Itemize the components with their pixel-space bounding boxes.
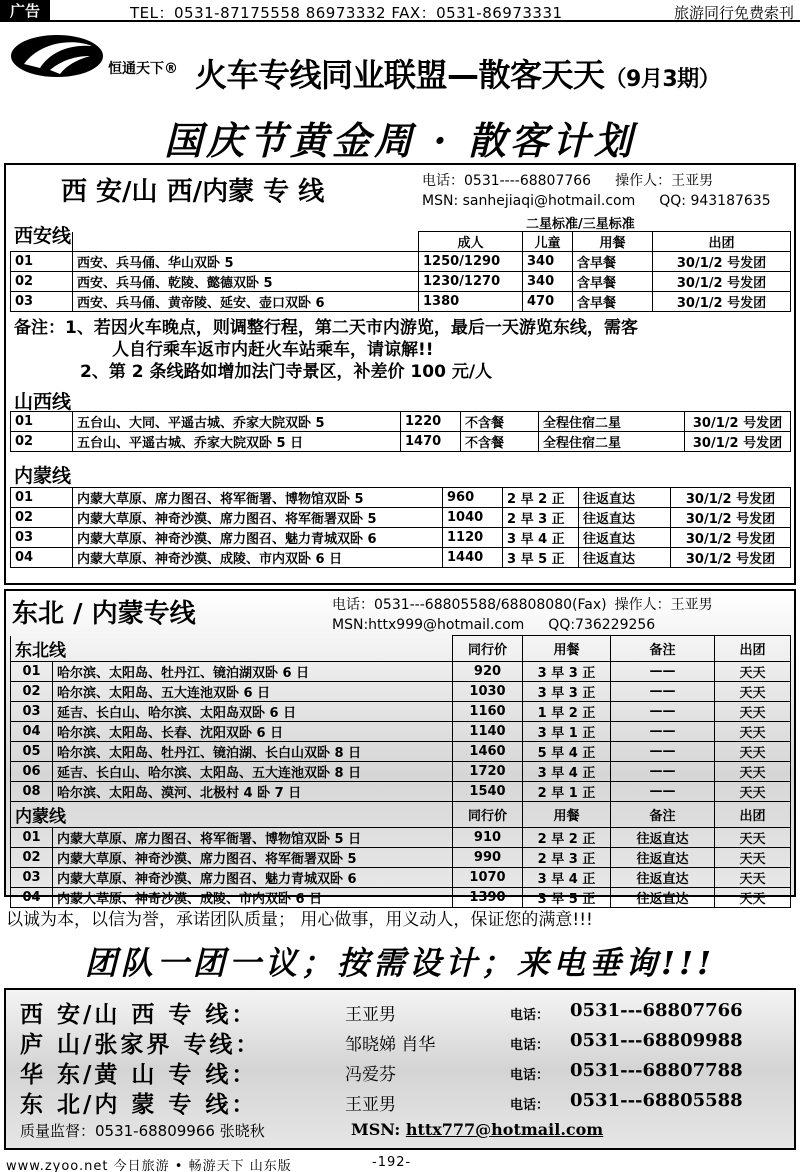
dongbei-qq: QQ:736229256: [548, 617, 656, 633]
row-route: 五台山、平遥古城、乔家大院双卧 5 日: [73, 432, 401, 452]
row-route: 内蒙大草原、神奇沙漠、席力图召、魅力青城双卧 6: [53, 867, 453, 887]
row-depart: 天天: [715, 887, 791, 907]
row-route: 延吉、长白山、哈尔滨、太阳岛、五大连池双卧 8 日: [53, 761, 453, 781]
row-price: 1460: [453, 741, 523, 761]
row-meal: 3 早 3 正: [523, 681, 611, 701]
row-transport: 往返直达: [579, 508, 671, 528]
dongbei-tel: 电话：0531---68805588/68808080(Fax): [332, 597, 607, 613]
row-transport: 往返直达: [579, 488, 671, 508]
promo-banner: 国庆节黄金周 · 散客计划: [164, 118, 636, 163]
row-depart: 30/1/2 号发团: [671, 508, 791, 528]
row-depart: 30/1/2 号发团: [671, 488, 791, 508]
row-note: 往返直达: [611, 887, 715, 907]
neimeng-table: [10, 487, 791, 568]
row-depart: 30/1/2 号发团: [653, 252, 791, 272]
row-no: 02: [11, 681, 53, 701]
row-depart: 30/1/2 号发团: [671, 528, 791, 548]
page-number: -192-: [372, 1155, 412, 1170]
row-child: 340: [523, 252, 573, 272]
row-price: 1140: [453, 721, 523, 741]
header: [0, 24, 800, 94]
row-no: 02: [11, 272, 73, 292]
row-no: 02: [11, 847, 53, 867]
row-depart: 30/1/2 号发团: [685, 412, 791, 432]
row-adult: 1380: [419, 292, 523, 312]
row-no: 03: [11, 867, 53, 887]
row-meal: 3 早 3 正: [523, 661, 611, 681]
row-no: 01: [11, 488, 73, 508]
col-adult: 成人: [419, 232, 523, 252]
line-phone: 0531---68805588: [570, 1090, 743, 1111]
row-price: 990: [453, 847, 523, 867]
row-price: 1040: [443, 508, 503, 528]
row-price: 1470: [401, 432, 461, 452]
table-row: [11, 761, 791, 781]
dongbei-section-title: 东北 / 内蒙专线: [12, 599, 196, 629]
dongbei-operator: 操作人：王亚男: [614, 597, 713, 613]
col-depart: 出团: [653, 232, 791, 252]
row-route: 内蒙大草原、神奇沙漠、席力图召、魅力青城双卧 6: [73, 528, 443, 548]
row-route: 哈尔滨、太阳岛、五大连池双卧 6 日: [53, 681, 453, 701]
table-row: [11, 721, 791, 741]
row-depart: 30/1/2 号发团: [685, 432, 791, 452]
row-no: 03: [11, 701, 53, 721]
row-route: 西安、兵马俑、乾陵、懿德双卧 5: [73, 272, 419, 292]
row-note: 往返直达: [611, 847, 715, 867]
line-person: 王亚男: [345, 1005, 396, 1025]
row-price: 1160: [453, 701, 523, 721]
row-route: 内蒙大草原、神奇沙漠、成陵、市内双卧 6 日: [53, 887, 453, 907]
col-depart: 出团: [715, 636, 791, 662]
table-row: [11, 867, 791, 887]
headline-text: 火车专线同业联盟—散客天天: [195, 56, 605, 94]
row-price: 1030: [453, 681, 523, 701]
row-transport: 往返直达: [579, 528, 671, 548]
row-hotel: 全程住宿二星: [539, 412, 685, 432]
row-meal: 3 早 1 正: [523, 721, 611, 741]
ad-label: 广告: [0, 0, 50, 22]
row-route: 哈尔滨、太阳岛、长春、沈阳双卧 6 日: [53, 721, 453, 741]
row-price: 1540: [453, 781, 523, 801]
row-meal: 含早餐: [573, 272, 653, 292]
xian-line-heading: 西安线: [14, 225, 72, 247]
tel-label: 电话：: [510, 1008, 550, 1023]
xian-table-header: [11, 232, 791, 252]
row-no: 02: [11, 432, 73, 452]
row-depart: 天天: [715, 761, 791, 781]
quality-supervision: 质量监督：0531-68809966 张晓秋: [20, 1122, 265, 1140]
line-phone: 0531---68807766: [570, 1000, 743, 1021]
table-row: [11, 661, 791, 681]
row-note: ——: [611, 741, 715, 761]
dongbei-msn: MSN:httx999@hotmail.com: [332, 617, 525, 633]
big-slogan: 团队一团一议；按需设计；来电垂询!!!: [84, 944, 716, 982]
col-meal: 用餐: [523, 636, 611, 662]
footer-line-item: [20, 996, 790, 1026]
row-route: 哈尔滨、太阳岛、牡丹江、镜泊湖双卧 6 日: [53, 661, 453, 681]
row-note: 往返直达: [611, 827, 715, 847]
row-price: 1220: [401, 412, 461, 432]
footer-msn: [351, 1120, 603, 1139]
line-person: 邹晓娣 肖华: [345, 1035, 436, 1055]
row-adult: 1250/1290: [419, 252, 523, 272]
xian-tel: 电话：0531----68807766: [422, 173, 592, 189]
line-name: 东 北/内 蒙 专 线：: [20, 1091, 258, 1118]
dongbei-table-header: [11, 636, 791, 662]
col-depart: 出团: [715, 801, 791, 827]
line-name: 庐 山/张家界 专线：: [20, 1031, 262, 1058]
row-child: 340: [523, 272, 573, 292]
row-depart: 30/1/2 号发团: [671, 548, 791, 568]
row-note: ——: [611, 701, 715, 721]
table-row: [11, 432, 791, 452]
motto-text: 以诚为本，以信为誉，承诺团队质量； 用心做事，用义动人，保证您的满意!!!: [6, 910, 593, 930]
row-no: 05: [11, 741, 53, 761]
row-meal: 2 早 1 正: [523, 781, 611, 801]
xian-operator: 操作人：王亚男: [615, 173, 714, 189]
row-meal: 2 早 2 正: [503, 488, 579, 508]
dongbei-line-heading: 东北线: [11, 636, 453, 662]
row-no: 01: [11, 412, 73, 432]
table-row: [11, 252, 791, 272]
row-depart: 天天: [715, 721, 791, 741]
row-depart: 天天: [715, 661, 791, 681]
col-meal: 用餐: [523, 801, 611, 827]
col-child: 儿童: [523, 232, 573, 252]
nm-table-header: [11, 801, 791, 827]
row-route: 西安、兵马俑、华山双卧 5: [73, 252, 419, 272]
col-price: 同行价: [453, 636, 523, 662]
msn-address-link[interactable]: httx777@hotmail.com: [405, 1120, 604, 1139]
row-route: 哈尔滨、太阳岛、牡丹江、镜泊湖、长白山双卧 8 日: [53, 741, 453, 761]
row-no: 01: [11, 827, 53, 847]
row-price: 910: [453, 827, 523, 847]
row-transport: 往返直达: [579, 548, 671, 568]
table-row: [11, 292, 791, 312]
table-row: [11, 701, 791, 721]
swoosh-logo-icon: [10, 34, 105, 78]
row-depart: 天天: [715, 867, 791, 887]
row-depart: 天天: [715, 741, 791, 761]
dongbei-table: [10, 635, 791, 908]
row-note: 往返直达: [611, 867, 715, 887]
neimeng-line-heading: 内蒙线: [14, 465, 72, 487]
row-route: 内蒙大草原、神奇沙漠、席力图召、将军衙署双卧 5: [73, 508, 443, 528]
row-note: ——: [611, 681, 715, 701]
row-no: 08: [11, 781, 53, 801]
row-route: 哈尔滨、太阳岛、漠河、北极村 4 卧 7 日: [53, 781, 453, 801]
row-price: 1720: [453, 761, 523, 781]
xian-table: [10, 231, 791, 312]
table-row: [11, 548, 791, 568]
row-route: 内蒙大草原、神奇沙漠、成陵、市内双卧 6 日: [73, 548, 443, 568]
row-price: 1390: [453, 887, 523, 907]
table-row: [11, 681, 791, 701]
row-depart: 天天: [715, 847, 791, 867]
xian-contact: [422, 171, 771, 211]
row-no: 03: [11, 528, 73, 548]
table-row: [11, 412, 791, 432]
row-meal: 2 早 3 正: [503, 508, 579, 528]
row-no: 04: [11, 721, 53, 741]
col-note: 备注: [611, 801, 715, 827]
row-note: ——: [611, 761, 715, 781]
site-footer: www.zyoo.net 今日旅游 • 畅游天下 山东版: [6, 1159, 292, 1172]
row-note: ——: [611, 661, 715, 681]
row-meal: 含早餐: [573, 252, 653, 272]
row-no: 01: [11, 252, 73, 272]
table-row: [11, 508, 791, 528]
tel-label: 电话：: [510, 1038, 550, 1053]
row-meal: 3 早 4 正: [503, 528, 579, 548]
col-meal: 用餐: [573, 232, 653, 252]
row-price: 960: [443, 488, 503, 508]
row-no: 04: [11, 548, 73, 568]
row-meal: 不含餐: [461, 412, 539, 432]
row-meal: 3 早 4 正: [523, 761, 611, 781]
xian-panel: [4, 163, 796, 585]
xian-msn: MSN: sanhejiaqi@hotmail.com: [422, 193, 636, 209]
footer-line-item: [20, 1026, 790, 1056]
table-row: [11, 781, 791, 801]
xian-remark-1: 备注：1、若因火车晚点，则调整行程，第二天市内游览，最后一天游览东线，需客: [14, 318, 638, 338]
row-route: 内蒙大草原、席力图召、将军衙署、博物馆双卧 5: [73, 488, 443, 508]
page-title: [195, 50, 720, 96]
row-price: 1440: [443, 548, 503, 568]
line-phone: 0531---68807788: [570, 1060, 743, 1081]
table-row: [11, 887, 791, 907]
shanxi-line-heading: 山西线: [14, 391, 72, 413]
msn-label: MSN:: [351, 1120, 401, 1139]
row-depart: 天天: [715, 701, 791, 721]
row-route: 延吉、长白山、哈尔滨、太阳岛双卧 6 日: [53, 701, 453, 721]
row-depart: 天天: [715, 681, 791, 701]
line-name: 西 安/山 西 专 线：: [20, 1001, 258, 1028]
tel-label: 电话：: [510, 1068, 550, 1083]
xian-remark-1b: 人自行乘车返市内赶火车站乘车，请谅解!!: [112, 340, 434, 360]
dongbei-panel: [4, 589, 796, 907]
xian-qq: QQ: 943187635: [659, 193, 771, 209]
row-no: 02: [11, 508, 73, 528]
top-slogan: 旅游同行免费索刊: [673, 4, 794, 22]
dongbei-contact: [332, 595, 713, 635]
row-meal: 3 早 4 正: [523, 867, 611, 887]
row-route: 五台山、大同、平遥古城、乔家大院双卧 5: [73, 412, 401, 432]
footer-line-item: [20, 1056, 790, 1086]
xian-remark-2: 2、第 2 条线路如增加法门寺景区，补差价 100 元/人: [80, 362, 493, 382]
row-no: 06: [11, 761, 53, 781]
tel-label: 电话：: [510, 1098, 550, 1113]
brand-name: 恒通天下®: [108, 61, 178, 77]
table-row: [11, 272, 791, 292]
col-price: 同行价: [453, 801, 523, 827]
row-price: 920: [453, 661, 523, 681]
row-depart: 天天: [715, 781, 791, 801]
top-bar: [0, 0, 800, 22]
line-phone: 0531---68809988: [570, 1030, 743, 1051]
row-route: 内蒙大草原、神奇沙漠、席力图召、将军衙署双卧 5: [53, 847, 453, 867]
row-meal: 不含餐: [461, 432, 539, 452]
row-no: 01: [11, 661, 53, 681]
row-meal: 含早餐: [573, 292, 653, 312]
row-meal: 3 早 5 正: [523, 887, 611, 907]
dongbei-nm-heading: 内蒙线: [11, 801, 453, 827]
row-depart: 30/1/2 号发团: [653, 292, 791, 312]
table-row: [11, 488, 791, 508]
footer-contact-panel: [4, 988, 796, 1150]
row-depart: 天天: [715, 827, 791, 847]
row-meal: 2 早 2 正: [523, 827, 611, 847]
row-no: 04: [11, 887, 53, 907]
table-row: [11, 847, 791, 867]
issue-number: （9月3期）: [604, 67, 721, 92]
row-adult: 1230/1270: [419, 272, 523, 292]
row-meal: 1 早 2 正: [523, 701, 611, 721]
xian-standard: 二星标准/三星标准: [526, 217, 635, 232]
line-name: 华 东/黄 山 专 线：: [20, 1061, 258, 1088]
row-route: 西安、兵马俑、黄帝陵、延安、壶口双卧 6: [73, 292, 419, 312]
row-route: 内蒙大草原、席力图召、将军衙署、博物馆双卧 5 日: [53, 827, 453, 847]
table-row: [11, 528, 791, 548]
shanxi-table: [10, 411, 791, 452]
table-row: [11, 741, 791, 761]
row-depart: 30/1/2 号发团: [653, 272, 791, 292]
row-price: 1070: [453, 867, 523, 887]
xian-section-title: 西 安/山 西/内蒙 专 线: [61, 177, 325, 207]
bottom-bar: [0, 1154, 800, 1172]
top-contact-tel: TEL：0531-87175558 86973332 FAX：0531-86973331: [130, 4, 563, 22]
row-child: 470: [523, 292, 573, 312]
row-no: 03: [11, 292, 73, 312]
footer-line-item: [20, 1086, 790, 1116]
row-meal: 2 早 3 正: [523, 847, 611, 867]
row-meal: 5 早 4 正: [523, 741, 611, 761]
row-price: 1120: [443, 528, 503, 548]
line-person: 王亚男: [345, 1095, 396, 1115]
row-meal: 3 早 5 正: [503, 548, 579, 568]
col-note: 备注: [611, 636, 715, 662]
line-person: 冯爱芬: [345, 1065, 396, 1085]
row-note: ——: [611, 721, 715, 741]
row-hotel: 全程住宿二星: [539, 432, 685, 452]
row-note: ——: [611, 781, 715, 801]
table-row: [11, 827, 791, 847]
